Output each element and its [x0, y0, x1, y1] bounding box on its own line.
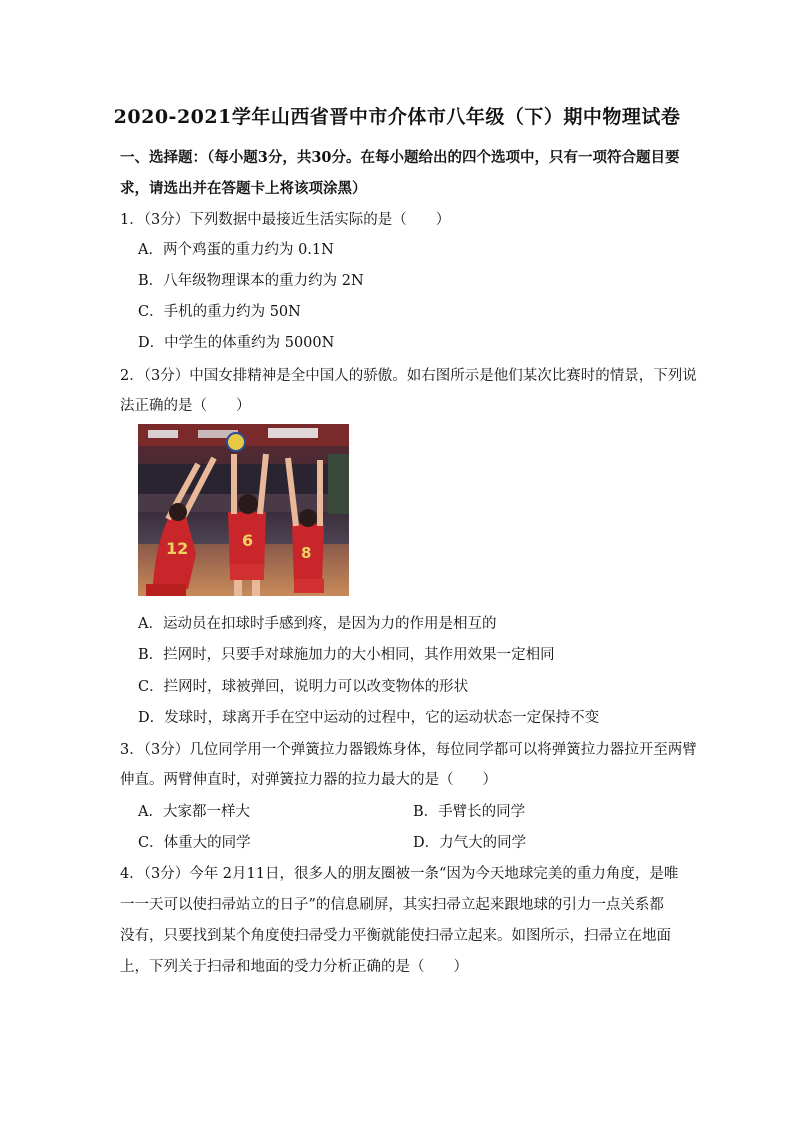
- page-title: 2020-2021学年山西省晋中市介体市八年级（下）期中物理试卷: [113, 106, 681, 128]
- q1-option-c: C．手机的重力约为 50N: [138, 304, 301, 320]
- q3-stem-line2: 伸直。两臂伸直时，对弹簧拉力器的拉力最大的是（ ）: [120, 772, 497, 788]
- q3-option-b: B．手臂长的同学: [413, 804, 526, 820]
- q3-option-a: A．大家都一样大: [138, 804, 250, 820]
- q2-option-d: D．发球时，球离开手在空中运动的过程中，它的运动状态一定保持不变: [138, 710, 600, 726]
- q1-option-b: B．八年级物理课本的重力约为 2N: [138, 273, 364, 289]
- q3-stem-line1: 3．（3分）几位同学用一个弹簧拉力器锻炼身体，每位同学都可以将弹簧拉力器拉开至两臂: [120, 742, 697, 758]
- jersey-number-8: 8: [301, 544, 312, 562]
- q2-stem-line1: 2．（3分）中国女排精神是全中国人的骄傲。如右图所示是他们某次比赛时的情景，下列说: [120, 368, 697, 384]
- volleyball-photo: [138, 424, 349, 596]
- q2-stem-line2: 法正确的是（ ）: [120, 398, 251, 414]
- q2-option-a: A．运动员在扣球时手感到疼，是因为力的作用是相互的: [138, 616, 497, 632]
- section-heading-line2: 求，请选出并在答题卡上将该项涂黑）: [120, 180, 367, 197]
- q4-stem-line4: 上，下列关于扫帚和地面的受力分析正确的是（ ）: [120, 959, 468, 975]
- q1-stem: 1．（3分）下列数据中最接近生活实际的是（ ）: [120, 212, 451, 228]
- q4-stem-line2: 一一天可以使扫帚站立的日子”的信息刷屏，其实扫帚立起来跟地球的引力一点关系都: [120, 897, 664, 913]
- q3-option-d: D．力气大的同学: [413, 835, 527, 851]
- q4-stem-line1: 4．（3分）今年 2月11日，很多人的朋友圈被一条“因为今天地球完美的重力角度，是唯: [120, 866, 679, 882]
- jersey-number-6: 6: [242, 531, 254, 550]
- q2-option-b: B．拦网时，只要手对球施加力的大小相同，其作用效果一定相同: [138, 647, 555, 663]
- q4-stem-line3: 没有，只要找到某个角度使扫帚受力平衡就能使扫帚立起来。如图所示，扫帚立在地面: [120, 928, 671, 944]
- q1-option-a: A．两个鸡蛋的重力约为 0.1N: [138, 242, 334, 258]
- q2-option-c: C．拦网时，球被弹回，说明力可以改变物体的形状: [138, 679, 469, 695]
- section-heading-line1: 一、选择题：（每小题3分，共30分。在每小题给出的四个选项中，只有一项符合题目要: [120, 149, 680, 166]
- jersey-number-12: 12: [166, 539, 189, 558]
- q1-option-d: D．中学生的体重约为 5000N: [138, 335, 335, 351]
- q3-option-c: C．体重大的同学: [138, 835, 251, 851]
